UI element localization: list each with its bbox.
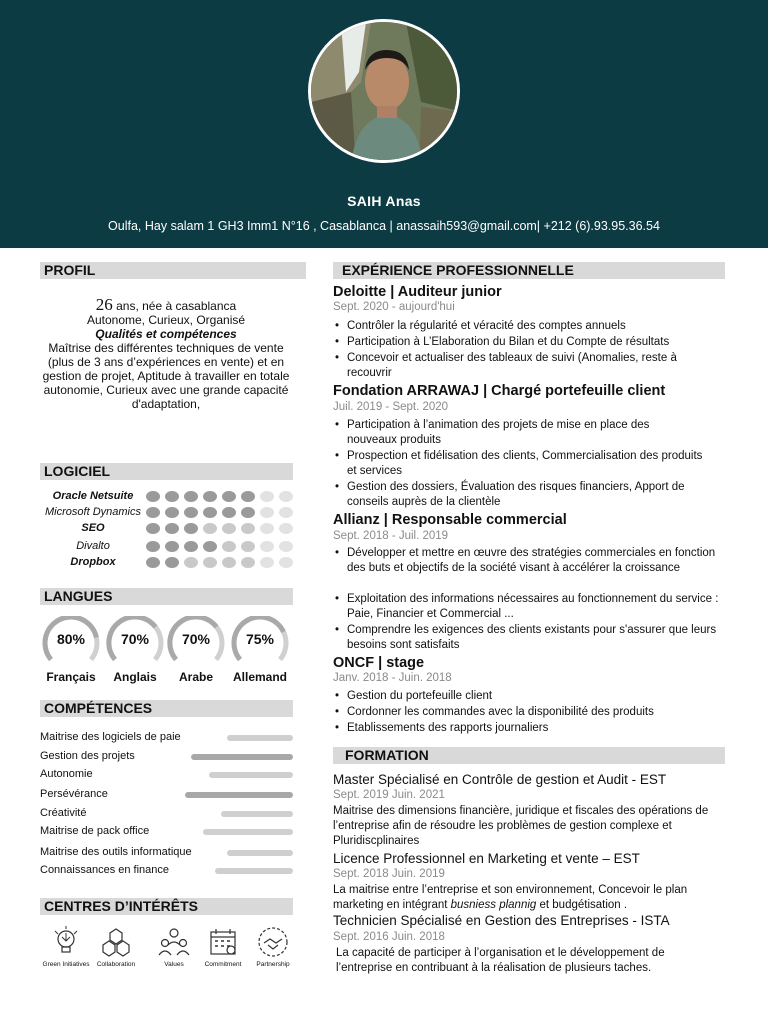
age-number: 26 [95, 295, 113, 314]
rating-dot [203, 541, 217, 552]
rating-dot [222, 557, 236, 568]
software-row [40, 488, 296, 504]
software-row [40, 504, 296, 520]
job-bullet: • Gestion du portefeuille client [333, 689, 733, 704]
skill-label: Autonomie [40, 768, 93, 780]
job-title: ONCF | stage [333, 655, 425, 671]
skill-row [40, 767, 296, 781]
interest-label: Partnership [256, 961, 290, 968]
language-gauge [230, 616, 290, 666]
rating-dot [241, 523, 255, 534]
software-name: Oracle Netsuite [52, 490, 134, 502]
software-name: Divalto [76, 540, 110, 552]
interets-list [40, 925, 292, 977]
header-banner [0, 0, 768, 248]
language-item [166, 616, 226, 684]
rating-dot [222, 541, 236, 552]
job-title: Allianz | Responsable commercial [333, 512, 567, 528]
rating-dots [146, 557, 293, 568]
experience-section-title: EXPÉRIENCE PROFESSIONNELLE [333, 262, 725, 279]
software-row [40, 520, 296, 536]
job-bullet: • Participation à l’animation des projets de mise en place des nouveaux produits [333, 418, 678, 448]
logiciel-section-title: LOGICIEL [40, 463, 293, 480]
job-bullet: • Développer et mettre en œuvre des stratégies commerciales en fonction des buts et objectifs de la société visant à accélérer la croissance [333, 546, 731, 576]
software-row [40, 554, 296, 570]
interest-item [90, 925, 142, 968]
rating-dots [146, 541, 293, 552]
skill-bar [227, 735, 293, 741]
language-name: Allemand [232, 670, 287, 684]
skill-row [40, 863, 296, 877]
skill-bar [209, 772, 293, 778]
language-percent: 70% [181, 631, 211, 647]
degree-title: Master Spécialisé en Contrôle de gestion et Audit - EST [333, 772, 667, 787]
skill-bar [203, 829, 293, 835]
job-date: Sept. 2020 - aujourd'hui [333, 301, 455, 313]
skill-row [40, 787, 296, 801]
skill-label: Maitrise des logiciels de paie [40, 731, 181, 743]
job-title: Deloitte | Auditeur junior [333, 284, 502, 300]
job-bullet: • Comprendre les exigences des clients existants pour s'assurer que leurs besoins sont satisfaits [333, 623, 733, 653]
software-name: SEO [81, 522, 105, 534]
rating-dot [260, 541, 274, 552]
language-percent: 70% [120, 631, 150, 647]
rating-dot [279, 557, 293, 568]
rating-dot [260, 557, 274, 568]
skill-label: Maitrise de pack office [40, 825, 150, 837]
formation-section-title: FORMATION [333, 747, 725, 764]
rating-dot [184, 507, 198, 518]
degree-desc [333, 883, 718, 913]
profil-subtitle: Qualités et compétences [95, 327, 237, 341]
language-percent: 75% [245, 631, 275, 647]
rating-dot [260, 491, 274, 502]
job-bullet: • Contrôler la régularité et véracité des comptes annuels [333, 319, 733, 334]
rating-dot [222, 507, 236, 518]
degree-title: Licence Professionnel en Marketing et vente – EST [333, 851, 640, 866]
rating-dot [165, 491, 179, 502]
profil-section-title: PROFIL [40, 262, 306, 279]
language-name: Arabe [178, 670, 213, 684]
software-name: Dropbox [70, 556, 116, 568]
job-date: Juil. 2019 - Sept. 2020 [333, 401, 449, 413]
rating-dot [146, 491, 160, 502]
job-bullet: • Exploitation des informations nécessaires au fonctionnement du service : Paie, Financier et Commercial ... [333, 592, 728, 622]
profil-section [40, 295, 292, 411]
skill-label: Maitrise des outils informatique [40, 846, 192, 858]
hexagons-icon [99, 925, 133, 959]
degree-desc-italic: busniess plannig [450, 899, 537, 911]
rating-dot [165, 541, 179, 552]
rating-dot [165, 557, 179, 568]
degree-desc: La capacité de participer à l’organisation et le développement de l’entreprise en contribuant à la réalisation de plusieurs taches. [336, 947, 665, 974]
rating-dot [203, 507, 217, 518]
language-gauge [166, 616, 226, 666]
skill-row [40, 824, 296, 838]
rating-dot [241, 491, 255, 502]
rating-dot [279, 507, 293, 518]
lightbulb-icon [49, 925, 83, 959]
interest-item [197, 925, 249, 968]
age-text: ans, née à casablanca [112, 299, 237, 313]
rating-dot [146, 557, 160, 568]
rating-dot [260, 523, 274, 534]
interest-item [40, 925, 92, 968]
degree-desc-b: et budgétisation . [536, 899, 628, 911]
rating-dot [222, 523, 236, 534]
skill-label: Persévérance [40, 788, 108, 800]
rating-dot [241, 557, 255, 568]
rating-dot [146, 523, 160, 534]
people-icon [157, 925, 191, 959]
skill-label: Connaissances en finance [40, 864, 170, 876]
rating-dot [184, 541, 198, 552]
profile-photo [308, 19, 460, 163]
job-bullet: • Concevoir et actualiser des tableaux de suivi (Anomalies, reste à recouvrir [333, 351, 693, 381]
rating-dot [203, 523, 217, 534]
language-percent: 80% [56, 631, 86, 647]
skill-bar [185, 792, 293, 798]
rating-dot [260, 507, 274, 518]
rating-dot [222, 491, 236, 502]
job-bullet: • Etablissements des rapports journaliers [333, 721, 733, 736]
language-name: Français [46, 670, 96, 684]
interest-label: Commitment [204, 961, 242, 968]
interest-label: Green Initiatives [42, 961, 90, 968]
skill-bar [215, 868, 293, 874]
skill-row [40, 806, 296, 820]
rating-dot [184, 557, 198, 568]
interest-item [148, 925, 200, 968]
interets-section-title: CENTRES D’INTÉRÊTS [40, 898, 293, 915]
software-name: Microsoft Dynamics [45, 506, 141, 518]
language-name: Anglais [113, 670, 157, 684]
rating-dot [279, 541, 293, 552]
calendar-icon [206, 925, 240, 959]
rating-dot [203, 557, 217, 568]
profil-traits: Autonome, Curieux, Organisé [86, 313, 246, 327]
skill-row [40, 730, 296, 744]
degree-title: Technicien Spécialisé en Gestion des Entreprises - ISTA [333, 913, 670, 928]
rating-dots [146, 507, 293, 518]
rating-dot [165, 507, 179, 518]
interest-item [247, 925, 299, 968]
competences-section-title: COMPÉTENCES [40, 700, 293, 717]
job-bullet: • Participation à L’Elaboration du Bilan et du Compte de résultats [333, 335, 733, 350]
degree-date: Sept. 2019 Juin. 2021 [333, 789, 445, 801]
degree-desc-a: La maitrise entre l’entreprise et son environnement, Concevoir le plan marketing en intégrant [333, 884, 688, 911]
rating-dot [203, 491, 217, 502]
skill-bar [227, 850, 293, 856]
interest-label: Values [164, 961, 184, 968]
degree-date: Sept. 2018 Juin. 2019 [333, 868, 445, 880]
skill-bar [191, 754, 293, 760]
skill-row [40, 845, 296, 859]
rating-dot [146, 507, 160, 518]
job-date: Sept. 2018 - Juil. 2019 [333, 530, 449, 542]
job-date: Janv. 2018 - Juin. 2018 [333, 672, 452, 684]
rating-dots [146, 491, 293, 502]
interest-label: Collaboration [96, 961, 136, 968]
rating-dot [241, 507, 255, 518]
rating-dots [146, 523, 293, 534]
contact-line: Oulfa, Hay salam 1 GH3 Imm1 N°16 , Casablanca | anassaih593@gmail.com| +212 (6).93.95.36.54 [108, 219, 660, 233]
rating-dot [165, 523, 179, 534]
job-bullet: • Prospection et fidélisation des clients, Commercialisation des produits et services [333, 449, 713, 479]
degree-date: Sept. 2016 Juin. 2018 [333, 931, 445, 943]
language-item [230, 616, 290, 684]
skill-bar [221, 811, 293, 817]
job-bullet: • Gestion des dossiers, Évaluation des risques financiers, Apport de conseils auprès de la clientèle [333, 480, 723, 510]
degree-desc: Maitrise des dimensions financière, juridique et fiscales des opérations de l’entreprise afin de résoudre les problèmes de gestion complexe et Pluridiscplinaires [333, 805, 709, 847]
handshake-icon [256, 925, 290, 959]
software-row [40, 538, 296, 554]
skill-label: Gestion des projets [40, 750, 135, 762]
language-item [41, 616, 101, 684]
job-title: Fondation ARRAWAJ | Chargé portefeuille client [333, 383, 666, 399]
language-gauge [41, 616, 101, 666]
rating-dot [146, 541, 160, 552]
language-gauge [105, 616, 165, 666]
skill-row [40, 749, 296, 763]
job-bullet: • Cordonner les commandes avec la disponibilité des produits [333, 705, 733, 720]
profil-age [40, 295, 292, 314]
profil-text: Maîtrise des différentes techniques de vente (plus de 3 ans d’expériences en vente) et en gestion de projet, Aptitude à travailler en totale autonomie, Curieux avec une grande capacité d'adaptation, [42, 341, 290, 411]
rating-dot [241, 541, 255, 552]
langues-section-title: LANGUES [40, 588, 293, 605]
candidate-name: SAIH Anas [347, 193, 421, 209]
skill-label: Créativité [40, 807, 87, 819]
rating-dot [279, 523, 293, 534]
rating-dot [184, 491, 198, 502]
rating-dot [279, 491, 293, 502]
rating-dot [184, 523, 198, 534]
language-item [105, 616, 165, 684]
portrait-image [311, 22, 460, 163]
